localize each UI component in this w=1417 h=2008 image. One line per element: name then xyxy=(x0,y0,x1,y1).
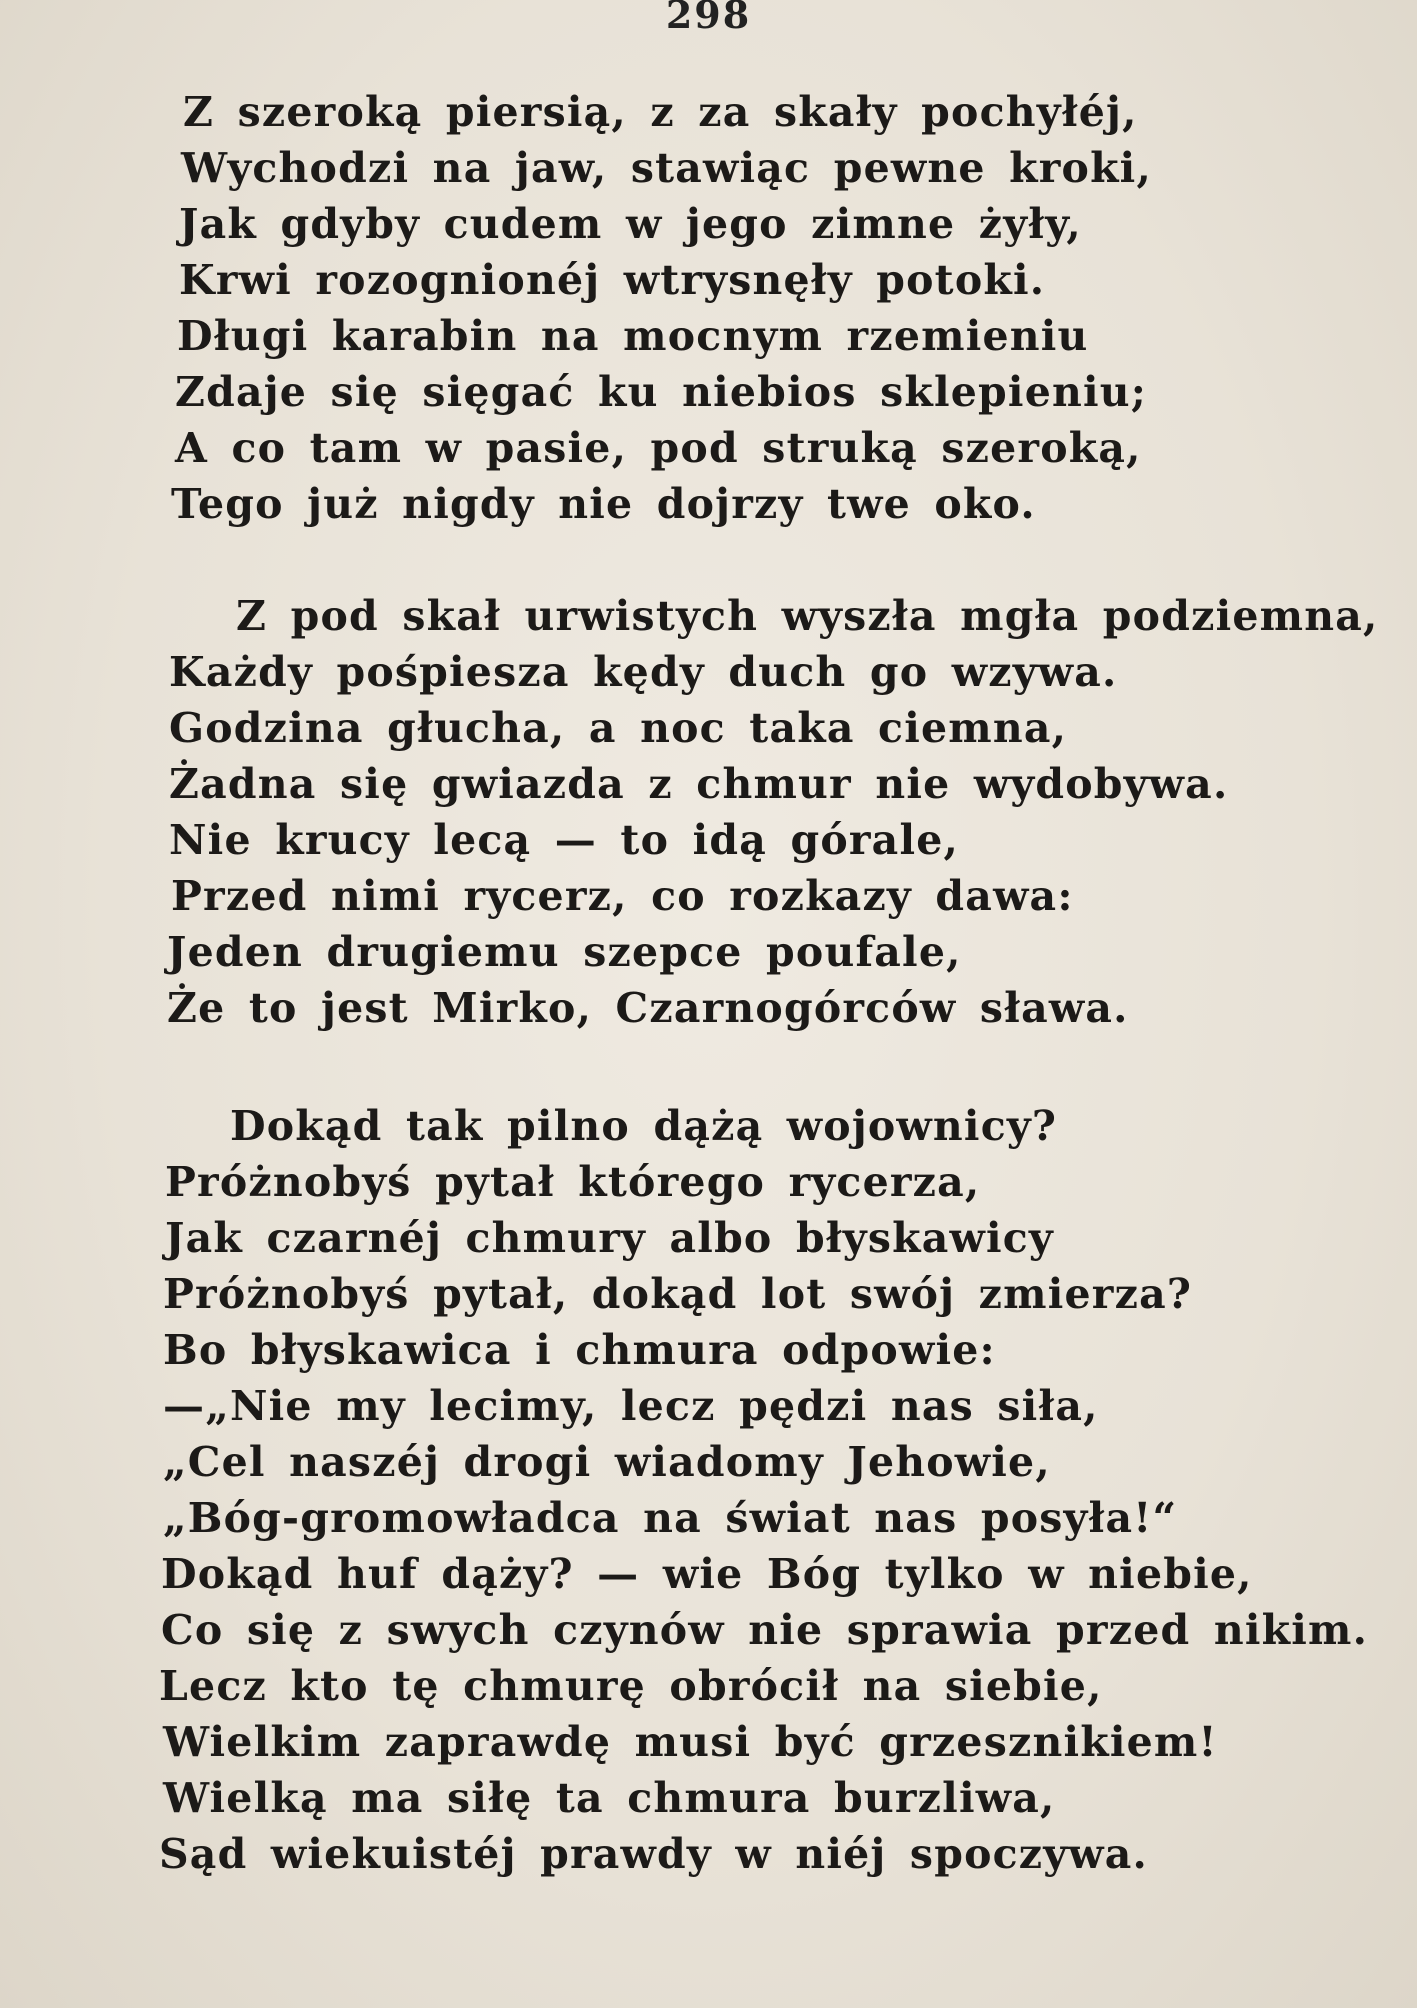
verse-line: Tego już nigdy nie dojrzy twe oko. xyxy=(171,480,1036,528)
verse-line: Jak gdyby cudem w jego zimne żyły, xyxy=(179,200,1082,248)
verse-line: Zdaje się sięgać ku niebios sklepieniu; xyxy=(175,368,1148,416)
verse-line: Krwi rozognionéj wtrysnęły potoki. xyxy=(179,256,1046,304)
verse-line: Bo błyskawica i chmura odpowie: xyxy=(163,1326,996,1374)
verse-line: Długi karabin na mocnym rzemieniu xyxy=(177,312,1089,360)
verse-line: Wielkim zaprawdę musi być grzesznikiem! xyxy=(163,1718,1218,1766)
verse-line: Że to jest Mirko, Czarnogórców sława. xyxy=(167,984,1129,1032)
verse-line: Jeden drugiemu szepce poufale, xyxy=(167,928,962,976)
verse-line: Z szeroką piersią, z za skały pochyłéj, xyxy=(183,88,1138,136)
verse-line: Wychodzi na jaw, stawiąc pewne kroki, xyxy=(181,144,1152,192)
verse-line: Co się z swych czynów nie sprawia przed nikim. xyxy=(161,1606,1369,1654)
verse-line: A co tam w pasie, pod struką szeroką, xyxy=(175,424,1142,472)
verse-line: Przed nimi rycerz, co rozkazy dawa: xyxy=(171,872,1074,920)
page-number: 298 xyxy=(665,0,752,37)
verse-line: Dokąd huf dąży? — wie Bóg tylko w niebie, xyxy=(161,1550,1253,1598)
verse-line: Nie krucy lecą — to idą górale, xyxy=(169,816,959,864)
verse-line: „Cel naszéj drogi wiadomy Jehowie, xyxy=(163,1438,1051,1486)
verse-line: „Bóg-gromowładca na świat nas posyła!“ xyxy=(163,1494,1178,1542)
verse-line: Każdy pośpiesza kędy duch go wzywa. xyxy=(169,648,1118,696)
verse-line: Godzina głucha, a noc taka ciemna, xyxy=(169,704,1068,752)
verse-line: Sąd wiekuistéj prawdy w niéj spoczywa. xyxy=(159,1830,1149,1878)
verse-line: Żadna się gwiazda z chmur nie wydobywa. xyxy=(169,760,1229,808)
verse-line: Dokąd tak pilno dążą wojownicy? xyxy=(230,1102,1058,1150)
verse-line: Próżnobyś pytał, dokąd lot swój zmierza? xyxy=(163,1270,1193,1318)
verse-line: Z pod skał urwistych wyszła mgła podziemna, xyxy=(236,592,1379,640)
verse-line: Próżnobyś pytał którego rycerza, xyxy=(165,1158,981,1206)
verse-line: Jak czarnéj chmury albo błyskawicy xyxy=(165,1214,1054,1262)
verse-line: Wielką ma siłę ta chmura burzliwa, xyxy=(163,1774,1056,1822)
verse-line: —„Nie my lecimy, lecz pędzi nas siła, xyxy=(163,1382,1099,1430)
verse-line: Lecz kto tę chmurę obrócił na siebie, xyxy=(159,1662,1103,1710)
